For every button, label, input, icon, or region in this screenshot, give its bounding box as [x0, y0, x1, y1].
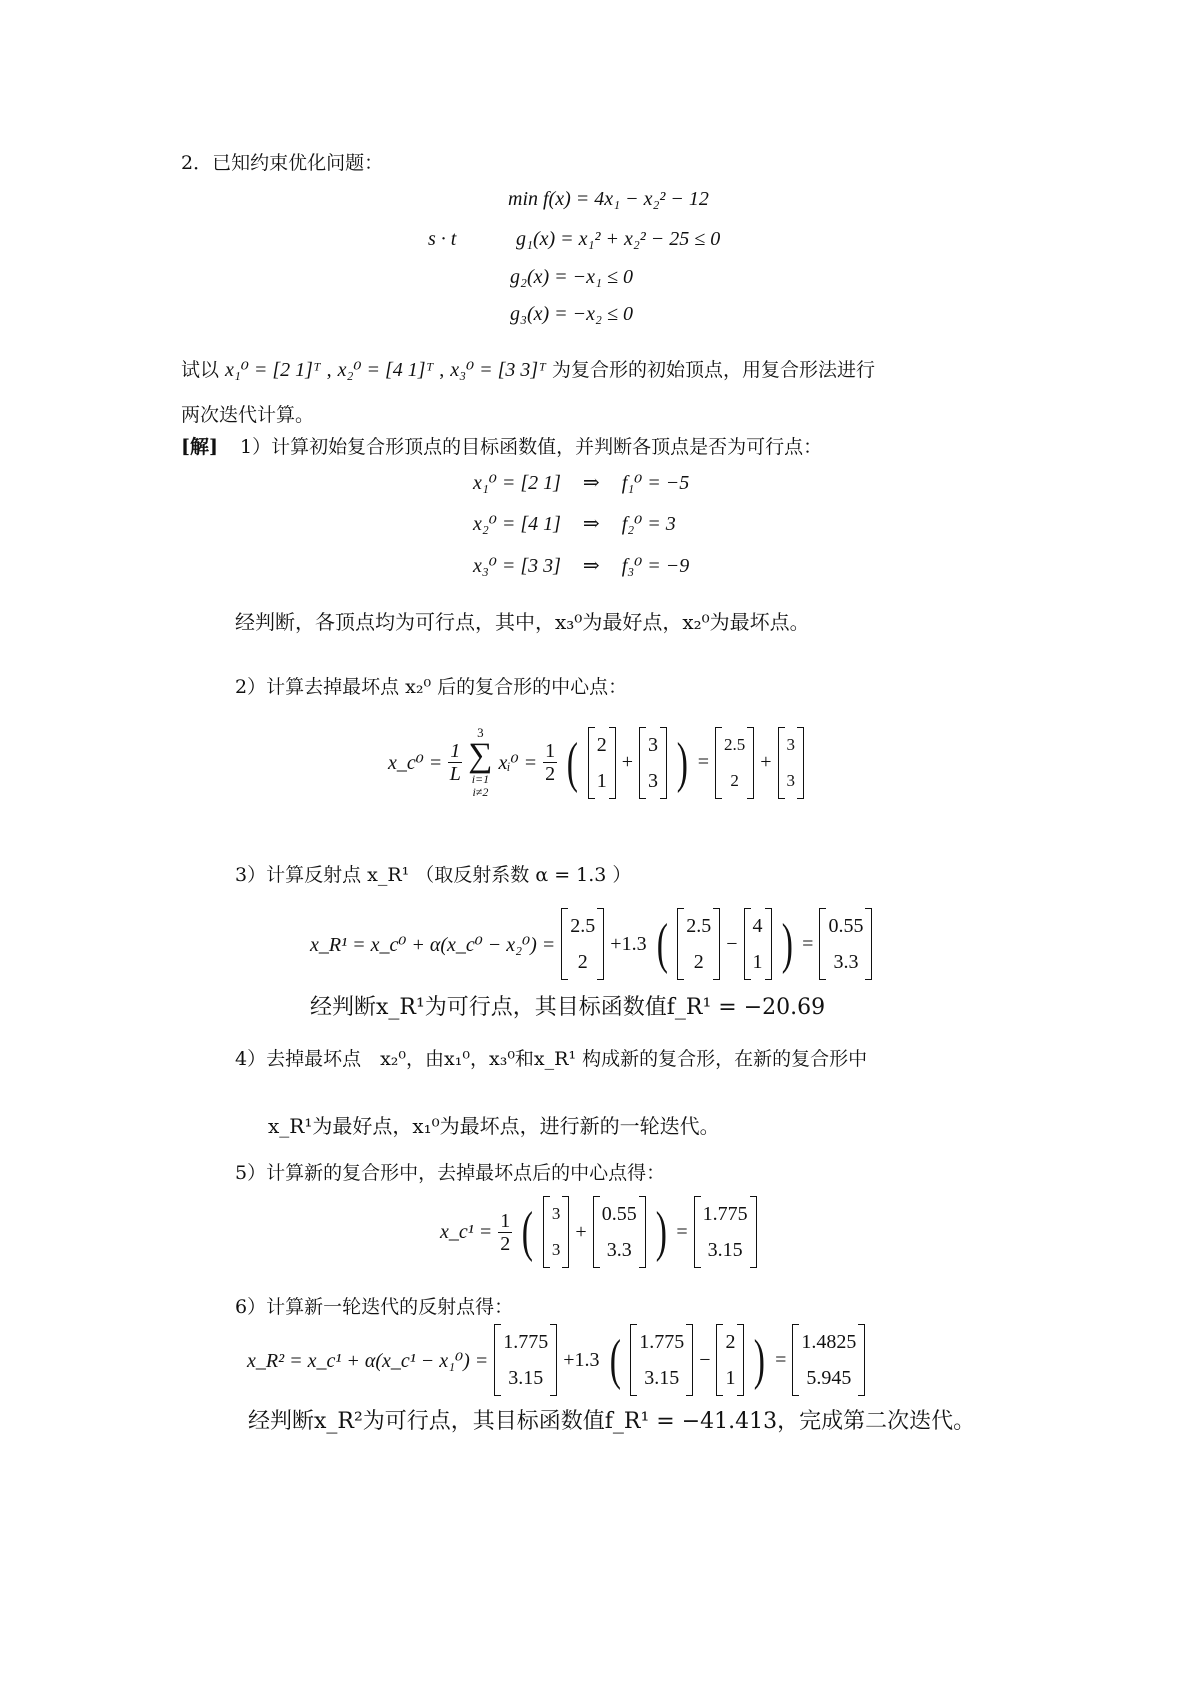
vector-xr1: [593, 1196, 646, 1268]
cell: 2.5: [723, 734, 746, 754]
half-num: 1: [500, 1209, 511, 1232]
cell: 2: [693, 951, 704, 973]
frac-den: L: [449, 763, 461, 785]
cell: 2.5: [570, 915, 596, 937]
cell: 1.4825: [801, 1331, 857, 1353]
cell: 0.55: [828, 915, 864, 937]
fraction-half: [543, 740, 557, 785]
implies-arrow: ⇒: [582, 513, 600, 535]
objective-function: min f(x) = 4x₁ − x₂² − 12: [508, 188, 709, 210]
step1-text: 1）计算初始复合形顶点的目标函数值，并判断各顶点是否为可行点：: [240, 436, 823, 458]
cell: 3: [786, 734, 795, 754]
half-den: 2: [545, 763, 556, 785]
cell: 3.3: [606, 1239, 632, 1261]
step1-point-1: x₁⁰ = [2 1]: [473, 472, 561, 494]
implies-arrow: ⇒: [582, 555, 600, 577]
cell: 3.15: [707, 1239, 743, 1261]
step1-value-2: f₂⁰ = 3: [621, 513, 676, 535]
cell: 5.945: [806, 1367, 852, 1389]
step1-row-3: [473, 553, 689, 578]
step6-text: 6）计算新一轮迭代的反射点得：: [235, 1296, 514, 1318]
step4-text: 4）去掉最坏点 x₂⁰，由x₁⁰，x₃⁰和x_R¹ 构成新的复合形，在新的复合形中: [235, 1048, 868, 1070]
centroid-lhs: x_c⁰ =: [388, 752, 443, 774]
vector-x3: [639, 727, 667, 799]
equals-sign: =: [802, 932, 814, 955]
cell: 3: [648, 769, 659, 792]
vector-xc1: [494, 1324, 557, 1396]
initial-point-1: x₁⁰ = [2 1]ᵀ: [225, 359, 321, 381]
cell: 3: [648, 733, 659, 756]
cell: 3.15: [644, 1367, 680, 1389]
summation: 3 ∑ i=1 i≠2: [468, 725, 493, 799]
constraint-g3: g₃(x) = −x₂ ≤ 0: [510, 303, 633, 325]
step3-formula: x_R¹ = x_c⁰ + α(x_c⁰ − x₂⁰) = 2.5 2 +1.3 ( 2.5 2 − 4 1 ) = 0.55 3.3: [310, 908, 872, 980]
cell: 3.15: [508, 1367, 544, 1389]
equals-sign: =: [697, 751, 709, 773]
implies-arrow: ⇒: [582, 472, 600, 494]
minus-sign: −: [699, 1348, 711, 1371]
cell: 0.55: [601, 1203, 637, 1225]
vector-xc-2: [677, 908, 720, 980]
fraction-1-over-L: [448, 740, 462, 785]
cell: 3: [551, 1204, 561, 1223]
sum-lower-2: i≠2: [472, 785, 489, 799]
step6-formula: x_R² = x_c¹ + α(x_c¹ − x₁⁰) = 1.775 3.15 +1.3 ( 1.775 3.15 − 2 1 ) = 1.4825 5.945: [247, 1324, 865, 1396]
fraction-half: [498, 1210, 512, 1255]
vector-xc1: [694, 1196, 757, 1268]
half-den: 2: [500, 1232, 511, 1255]
cell: 3.3: [833, 951, 859, 973]
vector-xc1-2: [630, 1324, 693, 1396]
step3-text: 3）计算反射点 x_R¹ （取反射系数 α = 1.3 ）: [235, 864, 632, 886]
cell: 2: [577, 951, 588, 973]
cell: 1.775: [639, 1331, 685, 1353]
step1-judge: 经判断，各顶点均为可行点，其中，x₃⁰为最好点，x₂⁰为最坏点。: [235, 610, 810, 634]
cell: 1: [752, 951, 763, 973]
cell: 1: [725, 1367, 736, 1389]
initial-point-2: x₂⁰ = [4 1]ᵀ: [337, 359, 434, 381]
sum-lower-1: i=1: [471, 772, 490, 786]
cell: 2.5: [686, 915, 712, 937]
step1-row-2: [473, 511, 676, 536]
step1-value-1: f₁⁰ = −5: [621, 472, 690, 494]
step1-point-2: x₂⁰ = [4 1]: [473, 513, 561, 535]
vector-xr1: [819, 908, 872, 980]
plus-sign: +: [621, 751, 634, 773]
centroid-1-lhs: x_c¹ =: [440, 1220, 493, 1243]
cell: 3: [786, 770, 795, 790]
vector-result-b: [778, 727, 805, 799]
st-label: s · t: [428, 228, 457, 250]
vector-x2: [744, 908, 772, 980]
step1-point-3: x₃⁰ = [3 3]: [473, 555, 561, 577]
half-num: 1: [545, 740, 556, 762]
alpha-coefficient: +1.3: [563, 1348, 600, 1371]
sum-term: xᵢ⁰ =: [498, 752, 538, 774]
frac-num: 1: [450, 740, 461, 762]
constraint-g2: g₂(x) = −x₁ ≤ 0: [510, 266, 633, 288]
constraint-g1: g₁(x) = x₁² + x₂² − 25 ≤ 0: [516, 228, 721, 250]
minus-sign: −: [726, 932, 738, 955]
step4-text-2: x_R¹为最好点，x₁⁰为最坏点，进行新的一轮迭代。: [268, 1114, 720, 1138]
cell: 1.775: [702, 1203, 748, 1225]
cell: 2: [730, 770, 739, 790]
reflection-lhs: x_R¹ = x_c⁰ + α(x_c⁰ − x₂⁰) =: [310, 933, 556, 956]
solution-label: [解]: [181, 436, 218, 458]
step1-row-1: [473, 470, 689, 495]
cell: 2: [596, 733, 607, 756]
step6-judge: 经判断x_R²为可行点，其目标函数值f_R¹ = −41.413，完成第二次迭代。: [248, 1409, 976, 1434]
alpha-coefficient: +1.3: [610, 932, 647, 955]
step5-text: 5）计算新的复合形中，去掉最坏点后的中心点得：: [235, 1162, 666, 1184]
plus-sign: +: [575, 1220, 587, 1243]
plus-sign: +: [760, 751, 772, 773]
cell: 2: [725, 1331, 736, 1353]
reflection-2-lhs: x_R² = x_c¹ + α(x_c¹ − x₁⁰) =: [247, 1349, 489, 1372]
step5-formula: x_c¹ = $\frac{1}{2}$ ( 3 3 + 0.55 3.3 ) = 1.775 3.15: [440, 1196, 757, 1268]
initial-point-3: x₃⁰ = [3 3]ᵀ: [450, 359, 546, 381]
cell: 4: [752, 915, 763, 937]
problem-heading: 2．已知约束优化问题：: [181, 152, 384, 174]
step3-judge: 经判断x_R¹为可行点，其目标函数值f_R¹ = −20.69: [310, 995, 826, 1020]
task-line-2: 两次迭代计算。: [181, 404, 315, 426]
equals-sign: =: [676, 1220, 688, 1243]
vector-x3: [543, 1196, 570, 1268]
task-prefix: 试以: [181, 359, 220, 381]
task-suffix: 为复合形的初始顶点，用复合形法进行: [551, 359, 875, 381]
vector-x1: [588, 727, 616, 799]
vector-result-a: [715, 727, 754, 799]
task-line-1: 试以 x₁⁰ = [2 1]ᵀ , x₂⁰ = [4 1]ᵀ , x₃⁰ = [3 3]ᵀ 为复合形的初始顶点，用复合形法进行: [181, 355, 875, 382]
step2-formula: x_c⁰ = $\frac{1}{L}$ 3 ∑ i=1 i≠2 xᵢ⁰ = $\frac{1}{2}$ ( 2 1 + 3 3 ) = 2.5 2 + 3 3: [388, 726, 804, 799]
vector-x1: [716, 1324, 744, 1396]
sum-upper: 3: [477, 725, 484, 740]
equals-sign: =: [775, 1348, 787, 1371]
vector-xc: [561, 908, 604, 980]
step1-value-3: f₃⁰ = −9: [621, 555, 690, 577]
cell: 1.775: [503, 1331, 549, 1353]
cell: 1: [596, 769, 607, 792]
cell: 3: [551, 1240, 561, 1259]
step2-text: 2）计算去掉最坏点 x₂⁰ 后的复合形的中心点：: [235, 676, 628, 698]
vector-xr2: [792, 1324, 865, 1396]
